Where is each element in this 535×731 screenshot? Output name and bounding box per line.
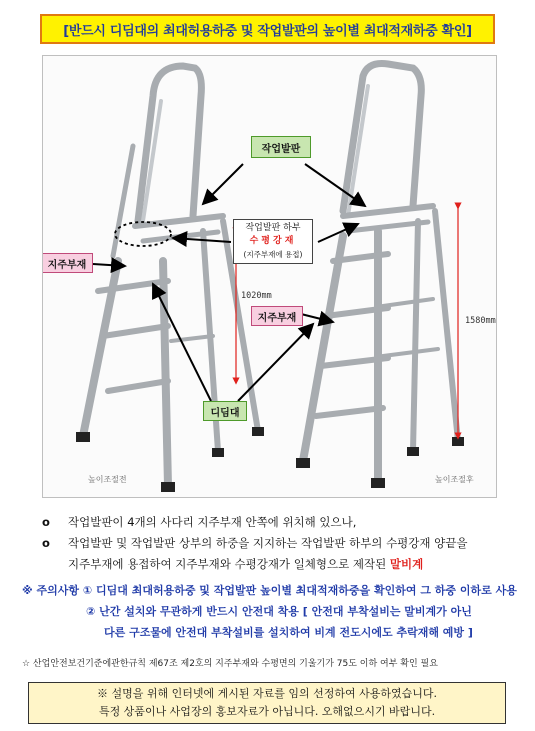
dimension-right-label: 1580mm [465,316,496,326]
page-title: [반드시 디딤대의 최대허용하중 및 작업발판의 높이별 최대적재하중 확인] [63,23,472,39]
bullet-list [42,512,512,575]
ladder-photo [42,55,497,498]
bullet-marker: o [42,536,50,550]
spec-line3: (지주부재에 용접) [243,250,303,259]
disclaimer-line-1: ※ 설명을 위해 인터넷에 게시된 자료를 임의 선정하여 사용하였습니다. [97,687,437,700]
spec-line2: 수평강재 [249,236,297,246]
disclaimer-box [28,682,506,724]
caution-line-2: ② 난간 설치와 무관하게 반드시 안전대 착용 [ 안전대 부착설비는 말비계가 아닌 [86,605,472,618]
callout-platform-label: 작업발판 [261,143,301,155]
bullet-text: 작업발판 및 작업발판 상부의 하중을 지지하는 작업발판 하부의 수평강재 양끝을 [68,536,468,550]
bullet-text: 작업발판이 4개의 사다리 지주부재 안쪽에 위치해 있으나, [68,515,357,529]
bullet-item [42,512,512,533]
bullet-continuation [42,554,512,575]
caution-notes [22,580,517,643]
bullet-cont-highlight: 말비계 [389,557,424,571]
callout-step [203,401,247,421]
bullet-marker: o [42,515,50,529]
callout-platform [251,136,311,158]
callout-support-right [251,306,303,326]
law-reference: ☆ 산업안전보건기준에관한규칙 제67조 제2호의 지주부재와 수평면의 기울기가 75도 이하 여부 확인 필요 [22,659,438,669]
caution-line-3: 다른 구조물에 안전대 부착설비를 설치하여 비계 전도시에도 추락재해 예방 ] [104,626,473,639]
bullet-item [42,533,512,554]
callout-support-left [42,253,93,273]
ladder-illustration [43,56,497,498]
spec-box [233,219,313,264]
left-ladder [83,66,258,486]
bullet-cont-text: 지주부재에 용접하여 지주부재와 수평강재가 일체형으로 제작된 [68,557,390,571]
caution-line-1: ※ 주의사항 ① 디딤대 최대허용하중 및 작업발판 높이별 최대적재하중을 확인하여 그 하중 이하로 사용 [22,584,517,597]
callout-step-label: 디딤대 [210,407,240,419]
dimension-left-label: 1020mm [241,291,272,301]
spec-line1: 작업발판 하부 [245,223,301,233]
callout-support-left-label: 지주부재 [47,259,87,271]
disclaimer-line-2: 특정 상품이나 사업장의 홍보자료가 아닙니다. 오해없으시기 바랍니다. [98,705,436,718]
callout-support-right-label: 지주부재 [257,312,297,324]
title-banner [40,14,495,44]
caption-left: 높이조절전 [88,475,127,484]
caption-right: 높이조절후 [435,475,474,484]
right-ladder [303,64,458,482]
